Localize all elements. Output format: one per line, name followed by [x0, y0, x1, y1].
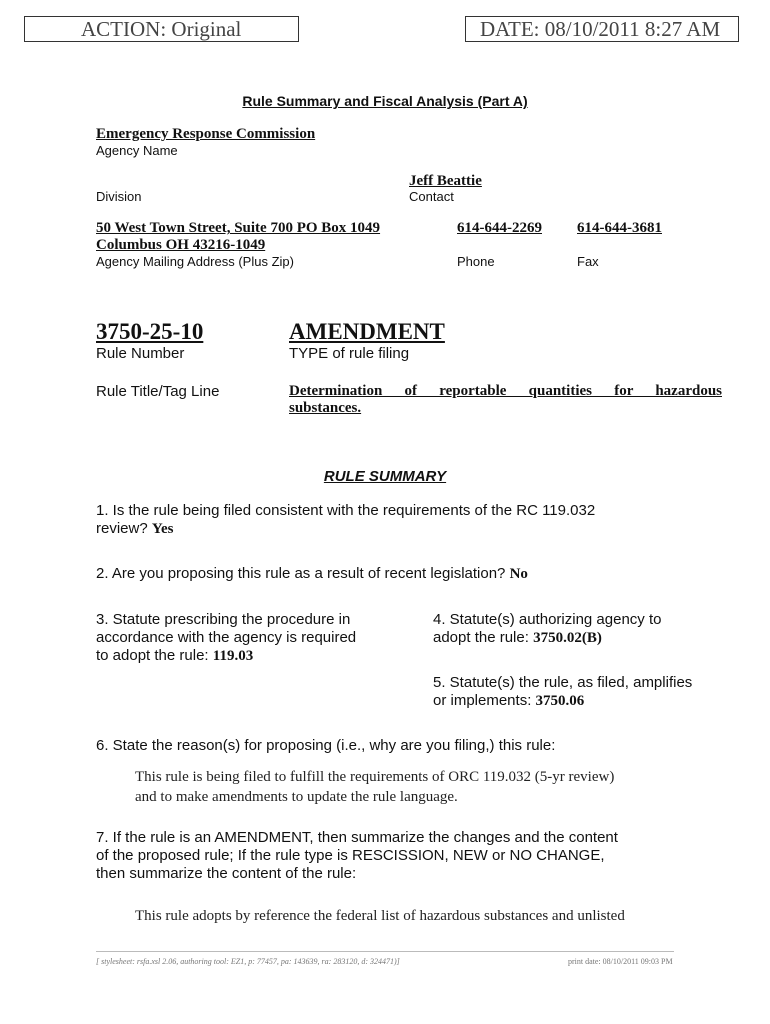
date-text: DATE: 08/10/2011 8:27 AM: [480, 17, 721, 41]
rule-title-line2: substances.: [289, 400, 362, 416]
rule-number-label: Rule Number: [96, 345, 185, 362]
contact-label: Contact: [409, 189, 454, 204]
date-box: [465, 16, 739, 42]
question-6: 6. State the reason(s) for proposing (i.e., why are you filing,) this rule:: [96, 737, 556, 754]
question-1-answer: Yes: [151, 521, 174, 537]
action-box: [24, 16, 299, 42]
rule-title-line1: Determination of reportable quantities for hazardous: [289, 383, 722, 399]
question-7: 7. If the rule is an AMENDMENT, then summarize the changes and the content of the proposed rule; If the rule type is RESCISSION, NEW or NO CHANGE, then summarize the content of the rule:: [96, 829, 618, 882]
contact-name: Jeff Beattie: [409, 173, 482, 189]
question-4: 4. Statute(s) authorizing agency to adopt the rule: 3750.02(B): [433, 611, 662, 646]
question-6-answer: This rule is being filed to fulfill the requirements of ORC 119.032 (5-yr review) and to make amendments to update the rule language.: [135, 769, 615, 805]
question-2: 2. Are you proposing this rule as a result of recent legislation? No: [96, 565, 528, 582]
footer-divider: [96, 951, 674, 952]
question-5-answer: 3750.06: [535, 693, 585, 709]
division-label: Division: [96, 189, 142, 204]
question-3-answer: 119.03: [212, 648, 254, 664]
document-title: Rule Summary and Fiscal Analysis (Part A): [242, 93, 528, 109]
question-7-answer: This rule adopts by reference the federal list of hazardous substances and unlisted: [135, 908, 625, 924]
question-1-line1: 1. Is the rule being filed consistent with the requirements of the RC 119.032: [96, 502, 596, 519]
fax-label: Fax: [577, 254, 599, 269]
fax-number: 614-644-3681: [577, 220, 662, 236]
address-line2: Columbus OH 43216-1049: [96, 237, 266, 253]
rule-title-label: Rule Title/Tag Line: [96, 383, 220, 400]
question-1-line2: review? Yes: [96, 520, 174, 537]
question-5: 5. Statute(s) the rule, as filed, amplifies or implements: 3750.06: [433, 674, 693, 709]
agency-name: Emergency Response Commission: [96, 126, 316, 142]
agency-name-label: Agency Name: [96, 143, 178, 158]
address-line1: 50 West Town Street, Suite 700 PO Box 1049: [96, 220, 381, 236]
rule-number: 3750-25-10: [96, 319, 204, 344]
rule-type: AMENDMENT: [289, 319, 445, 344]
footer-print-date: print date: 08/10/2011 09:03 PM: [568, 957, 673, 966]
footer-stylesheet-info: [ stylesheet: rsfa.xsl 2.06, authoring tool: EZ1, p: 77457, pa: 143639, ra: 283120, d: 324471)]: [96, 957, 400, 966]
question-2-answer: No: [509, 566, 528, 582]
phone-label: Phone: [457, 254, 495, 269]
question-3: 3. Statute prescribing the procedure in accordance with the agency is required to adopt the rule: 119.03: [96, 611, 357, 664]
rule-summary-heading: RULE SUMMARY: [323, 468, 447, 485]
rule-type-label: TYPE of rule filing: [289, 345, 410, 362]
address-label: Agency Mailing Address (Plus Zip): [96, 254, 294, 269]
phone-number: 614-644-2269: [457, 220, 542, 236]
action-text: ACTION: Original: [81, 17, 242, 41]
question-4-answer: 3750.02(B): [533, 630, 602, 646]
question-1: [96, 502, 595, 538]
